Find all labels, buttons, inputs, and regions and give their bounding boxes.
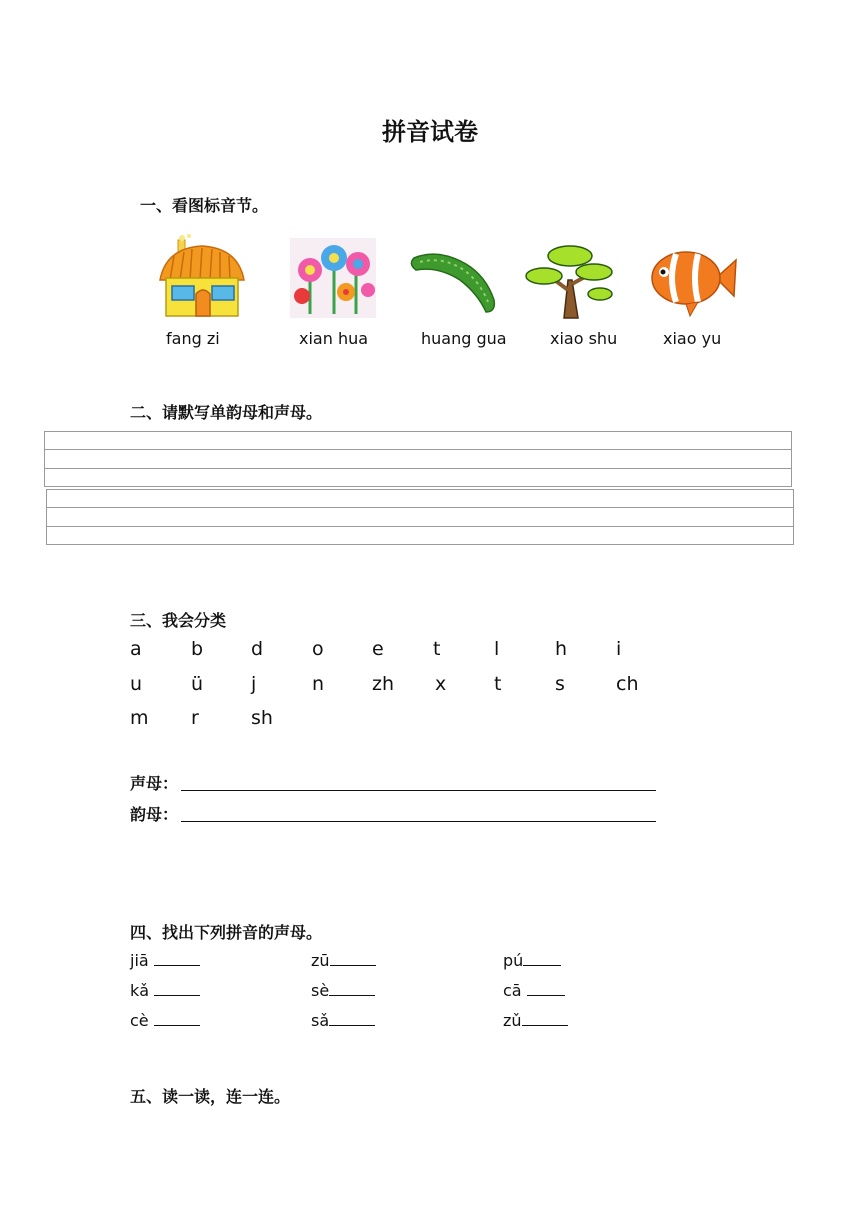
letter: a — [130, 638, 142, 660]
section-2-heading: 二、请默写单韵母和声母。 — [130, 403, 323, 422]
letter: e — [372, 638, 384, 660]
letter: s — [555, 673, 565, 695]
pinyin-caption: fang zi — [166, 329, 220, 348]
answer-blank[interactable] — [329, 1011, 375, 1026]
house-icon — [156, 234, 248, 320]
answer-blank[interactable] — [154, 981, 200, 996]
page-title: 拼音试卷 — [382, 118, 478, 146]
shengmu-answer-line[interactable] — [181, 790, 656, 791]
pinyin-writing-lines-2[interactable] — [46, 489, 794, 545]
pinyin-syllable: cè — [130, 1011, 149, 1030]
flowers-icon — [288, 234, 380, 320]
pinyin-syllable: kǎ — [130, 981, 150, 1000]
yunmu-answer-line[interactable] — [181, 821, 656, 822]
letter: zh — [372, 673, 395, 695]
letter: t — [494, 673, 502, 695]
letter: sh — [251, 707, 273, 729]
section-1-heading: 一、看图标音节。 — [140, 196, 269, 215]
pinyin-question — [311, 951, 376, 970]
pinyin-question — [503, 981, 565, 1000]
section-4-heading: 四、找出下列拼音的声母。 — [130, 923, 323, 942]
pinyin-question — [503, 951, 561, 970]
pinyin-syllable: zǔ — [503, 1011, 522, 1030]
cucumber-icon — [408, 234, 500, 320]
letter: n — [312, 673, 325, 695]
pinyin-question — [130, 951, 200, 970]
answer-blank[interactable] — [154, 951, 200, 966]
answer-blank[interactable] — [154, 1011, 200, 1026]
answer-blank[interactable] — [527, 981, 565, 996]
letter: h — [555, 638, 568, 660]
letter: o — [312, 638, 324, 660]
letter: m — [130, 707, 149, 729]
pinyin-syllable: cā — [503, 981, 522, 1000]
fish-icon — [646, 234, 738, 320]
answer-blank[interactable] — [330, 951, 376, 966]
pinyin-syllable: jiā — [130, 951, 149, 970]
letter: j — [251, 673, 257, 695]
pinyin-question — [311, 981, 375, 1000]
shengmu-label: 声母： — [130, 774, 179, 793]
pinyin-question — [503, 1011, 568, 1030]
letter: t — [433, 638, 441, 660]
pinyin-caption: xian hua — [299, 329, 369, 348]
pinyin-question — [311, 1011, 375, 1030]
answer-blank[interactable] — [329, 981, 375, 996]
pinyin-writing-lines-1[interactable] — [44, 431, 792, 487]
section-3-heading: 三、我会分类 — [130, 611, 227, 630]
letter: ch — [616, 673, 639, 695]
letter: d — [251, 638, 264, 660]
pinyin-syllable: pú — [503, 951, 524, 970]
pinyin-syllable: zū — [311, 951, 330, 970]
answer-blank[interactable] — [523, 951, 561, 966]
answer-blank[interactable] — [522, 1011, 568, 1026]
pinyin-caption: xiao yu — [663, 329, 722, 348]
letter: l — [494, 638, 500, 660]
pinyin-syllable: sǎ — [311, 1011, 330, 1030]
tree-icon — [524, 234, 616, 320]
section-5-heading: 五、读一读，连一连。 — [130, 1087, 291, 1106]
yunmu-label: 韵母： — [130, 805, 179, 824]
pinyin-question — [130, 981, 200, 1000]
pinyin-syllable: sè — [311, 981, 330, 1000]
letter: ü — [191, 673, 204, 695]
letter: r — [191, 707, 199, 729]
pinyin-question — [130, 1011, 200, 1030]
letter: b — [191, 638, 204, 660]
pinyin-caption: huang gua — [421, 329, 507, 348]
letter: i — [616, 638, 622, 660]
pinyin-caption: xiao shu — [550, 329, 618, 348]
letter: u — [130, 673, 143, 695]
letter: x — [435, 673, 447, 695]
